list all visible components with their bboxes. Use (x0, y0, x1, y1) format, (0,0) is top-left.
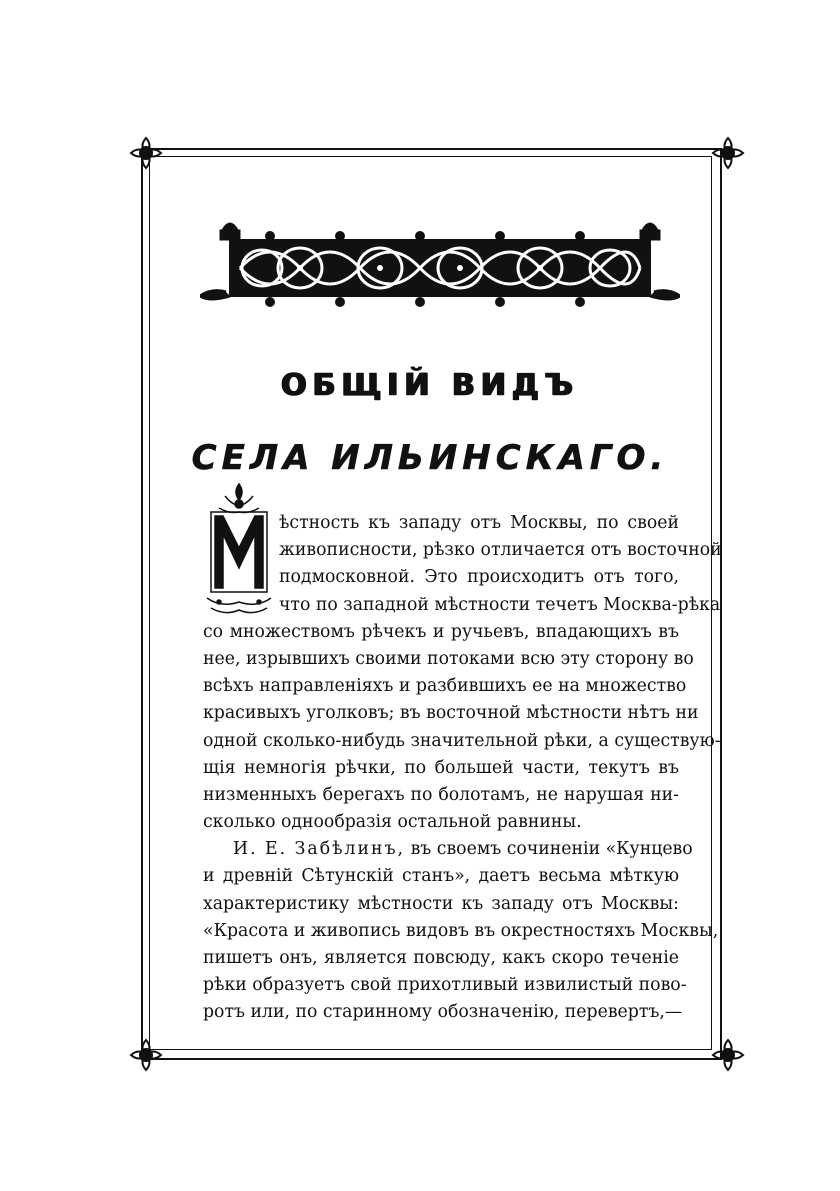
paragraph-1-line: сколько однообразія остальной равнины. (203, 812, 582, 833)
body-text (203, 510, 722, 1027)
paragraph-1-line: нее, изрывшихъ своими потоками всю эту сторону во (203, 648, 694, 669)
paragraph-1-line: живописности, рѣзко отличается отъ восточной (279, 540, 722, 561)
paragraph-2-first-line (203, 836, 693, 863)
heading-line-2: СЕЛА ИЛЬИНСКАГО. (191, 438, 669, 478)
paragraph-1-line: всѣхъ направленіяхъ и разбившихъ ее на множество (203, 676, 687, 697)
corner-ornament-bottom-right (711, 1038, 745, 1072)
corner-ornament-top-right (711, 136, 745, 170)
paragraph-1-line: красивыхъ уголковъ; въ восточной мѣстности нѣтъ ни (203, 703, 699, 724)
paragraph-2-line: и древній Сѣтунскій станъ», даетъ весьма мѣткую (203, 866, 679, 887)
corner-ornament-bottom-left (129, 1038, 163, 1072)
heading-line-1: ОБЩІЙ ВИДЪ (281, 368, 579, 403)
paragraph-1-line: что по западной мѣстности течетъ Москва-рѣка (279, 594, 721, 615)
paragraph-2-line: «Красота и живопись видовъ въ окрестностяхъ Москвы, (203, 920, 719, 941)
paragraph-2-line: ротъ или, по старинному обозначенію, перевертъ,— (203, 1002, 683, 1023)
paragraph-1-line: со множествомъ рѣчекъ и ручьевъ, впадающихъ въ (203, 621, 679, 642)
paragraph-2-first-line-rest: въ своемъ сочиненіи «Кунцево (410, 839, 693, 860)
paragraph-1-line: щія немногія рѣчки, по большей части, текутъ въ (203, 757, 679, 778)
paragraph-1-line: ѣстность къ западу отъ Москвы, по своей (279, 513, 679, 533)
paragraph-2-line: характеристику мѣстности къ западу отъ Москвы: (203, 893, 679, 914)
corner-ornament-top-left (129, 136, 163, 170)
author-name: И. Е. Забѣлинъ, (233, 839, 406, 860)
headpiece-ornament (200, 212, 680, 312)
paragraph-1-line: низменныхъ берегахъ по болотамъ, не нарушая ни- (203, 784, 679, 805)
paragraph-2-line: пишетъ онъ, является повсюду, какъ скоро теченіе (203, 948, 679, 968)
paragraph-1-line: подмосковной. Это происходитъ отъ того, (279, 567, 679, 588)
paragraph-1-line: одной сколько-нибудь значительной рѣки, а существую- (203, 730, 721, 751)
paragraph-2-line: рѣки образуетъ свой прихотливый извилистый пово- (203, 975, 687, 996)
